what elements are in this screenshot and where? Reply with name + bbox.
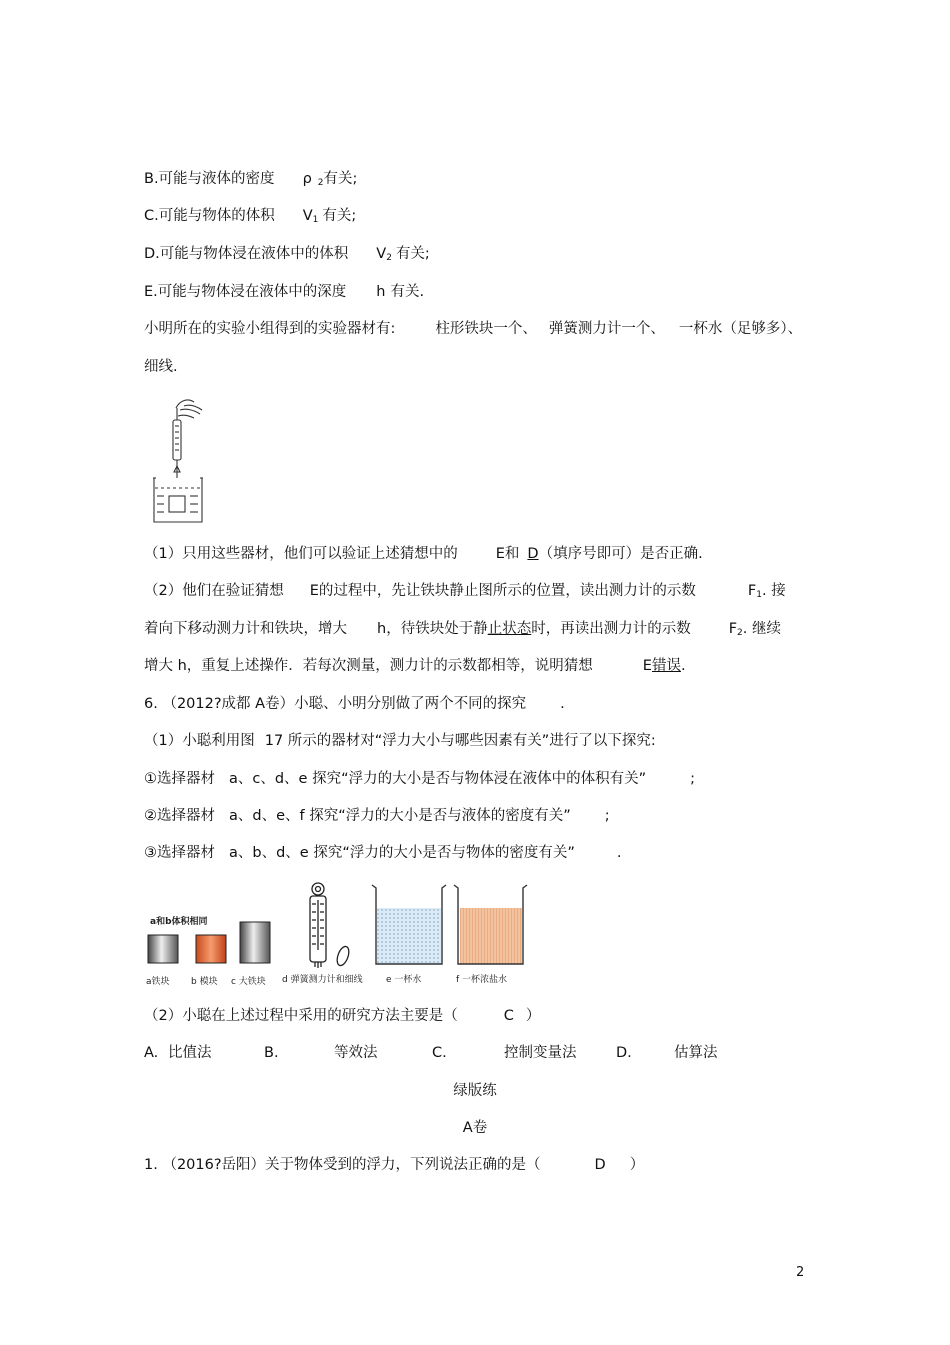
question-1 [144,544,703,564]
v1-symbol: V [302,208,313,224]
q2-l3d: . [680,658,686,674]
p6-i3b: a、b、d、e 探究“浮力的大小是否与物体的密度有关” [229,845,575,861]
f2-subscript: 2 [737,628,743,638]
p6-i3a: ③选择器材 [144,845,215,861]
large-iron-block-c [240,922,270,963]
q2-l2a: 着向下移动测力计和铁块，增大 [144,621,347,637]
q1-text: （1）只用这些器材，他们可以验证上述猜想中的 [144,546,458,562]
method-question [144,1006,540,1026]
option-d-value: 估算法 [674,1045,718,1061]
hyp-d-text: D.可能与物体浸在液体中的体积 [144,246,349,262]
problem-6-item-2 [144,806,610,826]
problem-6-title [144,694,565,714]
spring-scale-d [310,883,351,968]
f2-symbol: F [728,621,738,637]
q1-answer-d: D [527,546,539,562]
q1-answer-e: E和 [495,546,520,562]
page-number: 2 [796,1265,805,1280]
apparatus-figure [144,880,544,970]
equip-water: 一杯水（足够多）、 [678,321,803,337]
equipment-line-2: 细线. [144,359,178,375]
question-2-line-1 [144,581,786,605]
equip-intro: 小明所在的实验小组得到的实验器材有: [144,321,396,337]
equipment-line [144,319,802,339]
q2-l1a: （2）他们在验证猜想 [144,583,284,599]
spring-scale-beaker-figure [150,396,210,526]
p6-s1a: （1）小聪利用图 [144,733,255,749]
h-symbol: h [376,284,386,300]
v1-subscript: 1 [312,215,319,225]
beaker-salt-water-f [454,885,527,964]
p6-s1b: 17 所示的器材对“浮力大小与哪些因素有关”进行了以下探究: [264,733,656,749]
hyp-b-tail: 有关; [323,171,358,187]
p6-i1b: a、c、d、e 探究“浮力的大小是否与物体浸在液体中的体积有关” [229,771,647,787]
iron-block-a [148,935,178,963]
option-c-key: C. [432,1045,447,1061]
beaker-water-e [372,885,446,964]
question-2-line-3 [144,656,686,676]
p6-i2a: ②选择器材 [144,808,215,824]
method-question-text: （2）小聪在上述过程中采用的研究方法主要是（ [144,1008,458,1024]
f1-subscript: 1 [756,590,762,600]
hyp-c-text: C.可能与物体的体积 [144,208,275,224]
hypothesis-d [144,244,430,268]
p6-i1c: ; [690,771,696,787]
volume-note: a和b体积相同 [150,917,208,927]
hypothesis-c [144,206,356,230]
caption-b: b 模块 [191,977,218,987]
hypothesis-b [144,169,357,193]
hyp-c-tail: 有关; [322,208,357,224]
problem-6-sub-1 [144,731,656,751]
question-2-line-2 [144,619,781,643]
sub-section-title: A卷 [462,1120,488,1136]
p6-i2c: ; [604,808,610,824]
yueyang-text: 1. （2016?岳阳）关于物体受到的浮力，下列说法正确的是（ [144,1157,541,1173]
caption-e: e 一杯水 [386,975,422,985]
method-close-paren: ） [525,1008,541,1024]
question-yueyang [144,1155,644,1175]
option-b-key: B. [264,1045,279,1061]
f1-symbol: F [747,583,757,599]
q2-l2b: h，待铁块处于静 [377,621,488,637]
rho-symbol: ρ [302,171,312,187]
caption-a: a铁块 [146,977,170,987]
section-title: 绿版练 [453,1083,497,1099]
hyp-e-tail: 有关. [390,284,425,300]
hyp-e-text: E.可能与物体浸在液体中的深度 [144,284,347,300]
method-answer: C [503,1008,514,1024]
block-b [196,935,226,963]
hyp-b-text: B.可能与液体的密度 [144,171,275,187]
p6-i2b: a、d、e、f 探究“浮力的大小是否与液体的密度有关” [229,808,571,824]
q2-answer-wrong: 错误 [651,658,681,674]
option-d-key: D. [616,1045,632,1061]
options-row [144,1043,718,1063]
v2-symbol: V [376,246,387,262]
equip-iron: 柱形铁块一个、 [435,321,537,337]
q2-l2f: . 继续 [742,621,781,637]
rho-subscript: 2 [317,178,324,188]
problem-6-item-3 [144,843,621,863]
p6-title-end: . [560,696,565,712]
p6-title: 6. （2012?成都 A卷）小聪、小明分别做了两个不同的探究 [144,696,527,712]
q2-answer-e: E [642,658,652,674]
q2-l1b: E的过程中，先让铁块静止图所示的位置，读出测力计的示数 [309,583,696,599]
q2-static-state: 止状态 [487,621,532,637]
q1-tail: （填序号即可）是否正确. [538,546,703,562]
option-c-value: 控制变量法 [504,1045,577,1061]
yueyang-close-paren: ） [629,1157,645,1173]
problem-6-item-1 [144,769,695,789]
caption-c: c 大铁块 [231,977,266,987]
equip-spring: 弹簧测力计一个、 [548,321,665,337]
p6-i3c: . [616,845,622,861]
caption-d: d 弹簧测力计和细线 [282,975,363,985]
hyp-d-tail: 有关; [395,246,430,262]
v2-subscript: 2 [386,253,392,263]
option-a-key: A. [144,1045,159,1061]
p6-i1a: ①选择器材 [144,771,215,787]
yueyang-answer: D [594,1157,606,1173]
option-b-value: 等效法 [334,1045,378,1061]
caption-f: f 一杯浓盐水 [456,975,508,985]
q2-l1d: . 接 [761,583,786,599]
hypothesis-e [144,282,424,302]
q2-l2d: 时，再读出测力计的示数 [531,621,691,637]
option-a-value: 比值法 [168,1045,212,1061]
q2-l3a: 增大 h，重复上述操作．若每次测量，测力计的示数都相等，说明猜想 [144,658,593,674]
